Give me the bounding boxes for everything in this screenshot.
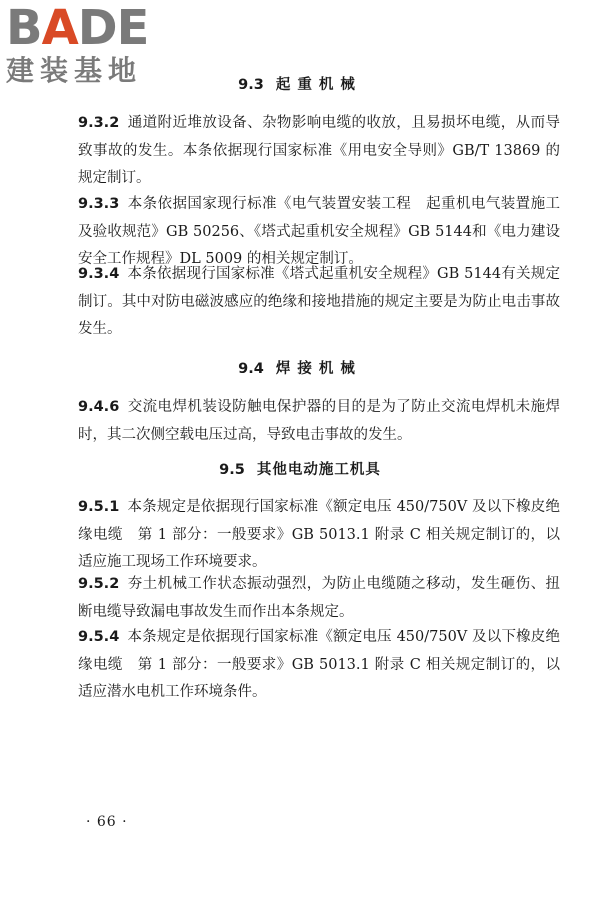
clause-text: 本条依据国家现行标准《电气装置安装工程 起重机电气装置施工及验收规范》GB 50256、《塔式起重机安全规程》GB 5144和《电力建设安全工作规程》DL 5009 的相关规定制订。 [78, 196, 560, 267]
clause-code: 9.3.2 [78, 115, 120, 131]
logo-letter-suffix: DE [77, 0, 149, 56]
section-heading-9-3 [0, 73, 600, 94]
section-number: 9.5 [219, 462, 245, 478]
page-number: · 66 · [86, 814, 128, 830]
clause-9-3-4 [78, 261, 560, 344]
clause-9-5-2 [78, 571, 560, 626]
clause-code: 9.5.4 [78, 629, 120, 645]
clause-code: 9.4.6 [78, 399, 120, 415]
clause-text: 交流电焊机装设防触电保护器的目的是为了防止交流电焊机未施焊时，其二次侧空载电压过高，导致电击事故的发生。 [78, 399, 560, 443]
logo-letter-prefix: B [6, 0, 42, 56]
clause-code: 9.3.4 [78, 266, 120, 282]
clause-text: 本条规定是依据现行国家标准《额定电压 450/750V 及以下橡皮绝缘电缆 第 1 部分：一般要求》GB 5013.1 附录 C 相关规定制订的，以适应潜水电机工作环境条件。 [78, 629, 560, 700]
clause-text: 本条规定是依据现行国家标准《额定电压 450/750V 及以下橡皮绝缘电缆 第 1 部分：一般要求》GB 5013.1 附录 C 相关规定制订的，以适应施工现场工作环境要求。 [78, 499, 560, 570]
section-title: 焊接机械 [275, 361, 362, 377]
clause-code: 9.3.3 [78, 196, 120, 212]
clause-9-5-1 [78, 494, 560, 577]
clause-9-3-2 [78, 110, 560, 193]
logo-letter-accent: A [41, 0, 78, 56]
clause-9-5-4 [78, 624, 560, 707]
section-title: 其他电动施工机具 [256, 462, 381, 478]
logo-wordmark [6, 2, 176, 54]
clause-9-4-6 [78, 394, 560, 449]
section-heading-9-4 [0, 357, 600, 378]
logo-tagline: 建装基地 [6, 54, 143, 87]
section-number: 9.3 [238, 77, 264, 93]
section-title: 起重机械 [275, 77, 362, 93]
clause-code: 9.5.2 [78, 576, 120, 592]
clause-text: 夯土机械工作状态振动强烈，为防止电缆随之移动，发生砸伤、扭断电缆导致漏电事故发生而作出本条规定。 [78, 576, 560, 620]
section-heading-9-5 [0, 458, 600, 479]
section-number: 9.4 [238, 361, 264, 377]
clause-text: 本条依据现行国家标准《塔式起重机安全规程》GB 5144有关规定制订。其中对防电磁波感应的绝缘和接地措施的规定主要是为防止电击事故发生。 [78, 266, 560, 337]
clause-code: 9.5.1 [78, 499, 120, 515]
clause-text: 通道附近堆放设备、杂物影响电缆的收放，且易损坏电缆，从而导致事故的发生。本条依据现行国家标准《用电安全导则》GB/T 13869 的规定制订。 [78, 115, 560, 186]
